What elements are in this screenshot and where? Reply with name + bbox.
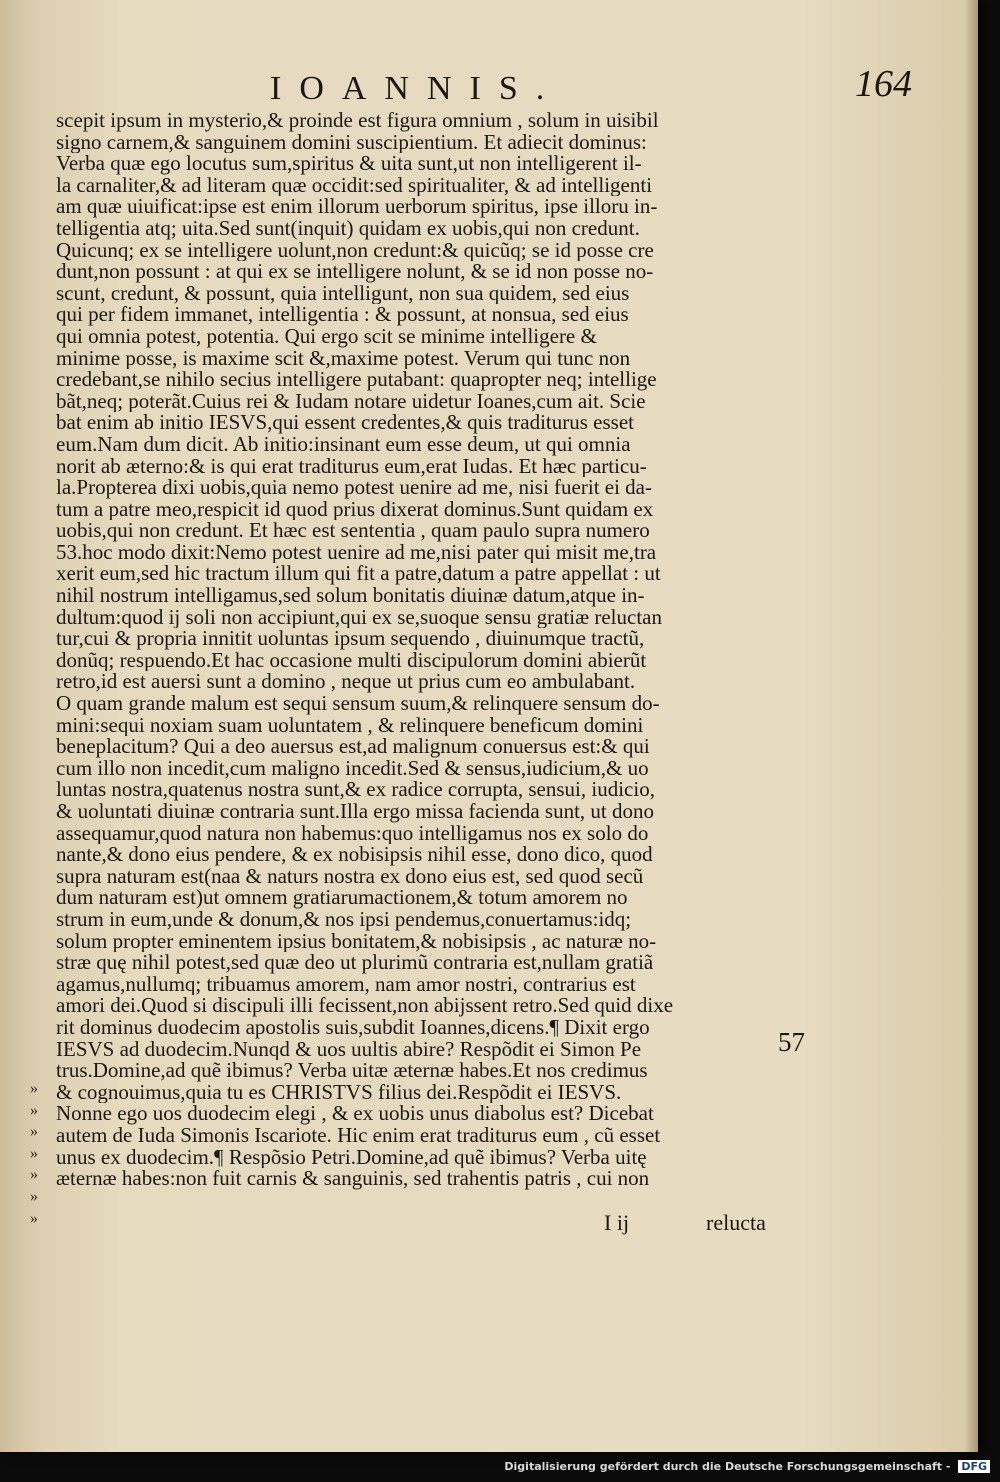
text-line: IESVS ad duodecim.Nunqd & uos uultis abire? Respõdit ei Simon Pe [56, 1038, 642, 1061]
text-line: Nonne ego uos duodecim elegi , & ex uobis unus diabolus est? Dicebat [56, 1103, 654, 1125]
quote-mark: » [30, 1101, 38, 1119]
text-line: autem de Iuda Simonis Iscariote. Hic enim erat traditurus eum , cũ esset [56, 1124, 661, 1147]
quote-mark: » [30, 1209, 38, 1227]
quote-mark: » [30, 1080, 38, 1097]
text-line: O quam grande malum est sequi sensum suum,& relinquere sensum do- [56, 693, 660, 715]
text-line: xerit eum,sed hic tractum illum qui fit a patre,datum a patre appellat : ut [56, 563, 661, 586]
text-line: bãt,neq; poterãt.Cuius rei & Iudam notare uidetur Ioanes,cum ait. Scie [56, 390, 646, 413]
text-line: unus ex duodecim.¶ Respõsio Petri.Domine,ad quẽ ibimus? Verba uitę [56, 1146, 647, 1169]
signature-mark: I ij [604, 1210, 630, 1235]
text-line: & uoluntati diuinæ contraria sunt.Illa ergo missa facienda sunt, ut dono [56, 801, 654, 823]
text-line: tur,cui & propria innitit uoluntas ipsum sequendo , diuinumque tractũ, [56, 628, 645, 650]
text-line: beneplacitum? Qui a deo auersus est,ad malignum conuersus est:& qui [56, 736, 650, 758]
text-line: eum.Nam dum dicit. Ab initio:insinant eum esse deum, ut qui omnia [56, 433, 631, 456]
page-number: 164 [855, 63, 912, 105]
text-line: solum propter eminentem ipsius bonitatem,& nobisipsis , ac naturæ no- [56, 930, 657, 953]
text-line: dum naturam est)ut omnem gratiarumactionem,& totum amorem no [56, 887, 628, 909]
text-line: qui per fidem immanet, intelligentia : & possunt, at nonsua, sed eius [56, 304, 629, 326]
text-line: mini:sequi noxiam suam uoluntatem , & relinquere beneficum domini [56, 714, 644, 737]
text-line: strum in eum,unde & donum,& nos ipsi pendemus,conuertamus:idq; [56, 908, 632, 931]
quote-mark: » [30, 1166, 38, 1184]
text-line: dunt,non possunt : at qui ex se intelligere nolunt, & se id non posse no- [56, 261, 654, 283]
text-line: credebant,se nihilo secius intelligere putabant: quapropter neq; intellige [56, 369, 657, 391]
text-line: am quæ uiuificat:ipse est enim illorum uerborum spiritus, ipse illoru in- [56, 196, 658, 218]
text-line: la carnaliter,& ad literam quæ occidit:sed spiritualiter, & ad intelligenti [56, 174, 653, 197]
text-line: 53.hoc modo dixit:Nemo potest uenire ad me,nisi pater qui misit me,tra [56, 541, 657, 564]
text-line: cum illo non incedit,cum maligno incedit.Sed & sensus,iudicium,& uo [56, 757, 649, 780]
margin-quote-marks [30, 1078, 50, 1229]
text-line: Quicunq; ex se intelligere uolunt,non credunt:& quicũq; se id posse cre [56, 239, 654, 262]
text-line: æternæ habes:non fuit carnis & sanguinis, sed trahentis patris , cui non [56, 1168, 650, 1190]
text-line: scunt, credunt, & possunt, quia intelligunt, non sua quidem, sed eius [56, 282, 630, 305]
text-line: scepit ipsum in mysterio,& proinde est figura omnium , solum in uisibil [56, 110, 659, 132]
page-edge-shadow [964, 0, 978, 1452]
text-line: norit ab æterno:& is qui erat traditurus eum,erat Iudas. Et hæc particu- [56, 455, 647, 478]
text-line: & cognouimus,quia tu es CHRISTVS filius dei.Respõdit ei IESVS. [56, 1081, 622, 1104]
text-line: minime posse, is maxime scit &,maxime potest. Verum qui tunc non [56, 347, 631, 370]
text-line: tum a patre meo,respicit id quod prius dixerat dominus.Sunt quidam ex [56, 498, 654, 521]
quote-mark: » [30, 1123, 38, 1141]
text-line: qui omnia potest, potentia. Qui ergo scit se minime intelligere & [56, 325, 597, 348]
text-line: nante,& dono eius pendere, & ex nobisipsis nihil esse, dono dico, quod [56, 844, 653, 866]
catchword: relucta [706, 1210, 766, 1235]
text-line: uobis,qui non credunt. Et hæc est sententia , quam paulo supra numero [56, 520, 650, 542]
footer-text: Digitalisierung gefördert durch die Deutsche Forschungsgemeinschaft - [504, 1460, 951, 1473]
running-head: IOANNIS. [270, 70, 563, 107]
main-text-block [56, 110, 772, 1190]
text-line: signo carnem,& sanguinem domini suscipientium. Et adiecit dominus: [56, 131, 647, 154]
text-line: stræ quę nihil potest,sed quæ deo ut plurimũ contraria est,nullam gratiã [56, 952, 654, 974]
text-line: nihil nostrum intelligamus,sed solum bonitatis diuinæ datum,atque in- [56, 585, 645, 607]
text-line: retro,id est auersi sunt a domino , neque ut prius cum eo ambulabant. [56, 671, 636, 694]
text-line: luntas nostra,quatenus nostra sunt,& ex radice corrupta, sensui, iudicio, [56, 779, 655, 801]
margin-note-number: 57 [778, 1027, 805, 1057]
text-line: rit dominus duodecim apostolis suis,subdit Ioannes,dicens.¶ Dixit ergo [56, 1016, 650, 1039]
text-line: dultum:quod ij soli non accipiunt,qui ex se,suoque sensu gratiæ reluctan [56, 606, 662, 629]
text-line: Verba quæ ego locutus sum,spiritus & uita sunt,ut non intelligerent il- [56, 153, 642, 175]
text-line: assequamur,quod natura non habemus:quo intelligamus nos ex solo do [56, 822, 649, 845]
text-line: telligentia atq; uita.Sed sunt(inquit) quidam ex uobis,qui non credunt. [56, 217, 640, 240]
text-line: bat enim ab initio IESVS,qui essent credentes,& quis traditurus esset [56, 412, 634, 434]
text-line: la.Propterea dixi uobis,quia nemo potest uenire ad me, nisi fuerit ei da- [56, 477, 652, 499]
text-line: agamus,nullumq; tribuamus amorem, nam amor nostri, contrarius est [56, 973, 636, 996]
quote-mark: » [30, 1144, 38, 1162]
dfg-logo: DFG [958, 1460, 990, 1473]
quote-mark: » [30, 1187, 38, 1205]
text-line: amori dei.Quod si discipuli illi fecissent,non abijssent retro.Sed quid dixe [56, 995, 674, 1017]
text-line: supra naturam est(naa & naturs nostra ex dono eius est, sed quod secũ [56, 865, 644, 888]
digitization-footer [504, 1460, 990, 1473]
text-line: donũq; respuendo.Et hac occasione multi discipulorum domini abierũt [56, 649, 647, 672]
text-line: trus.Domine,ad quẽ ibimus? Verba uitæ æternæ habes.Et nos credimus [56, 1060, 648, 1082]
